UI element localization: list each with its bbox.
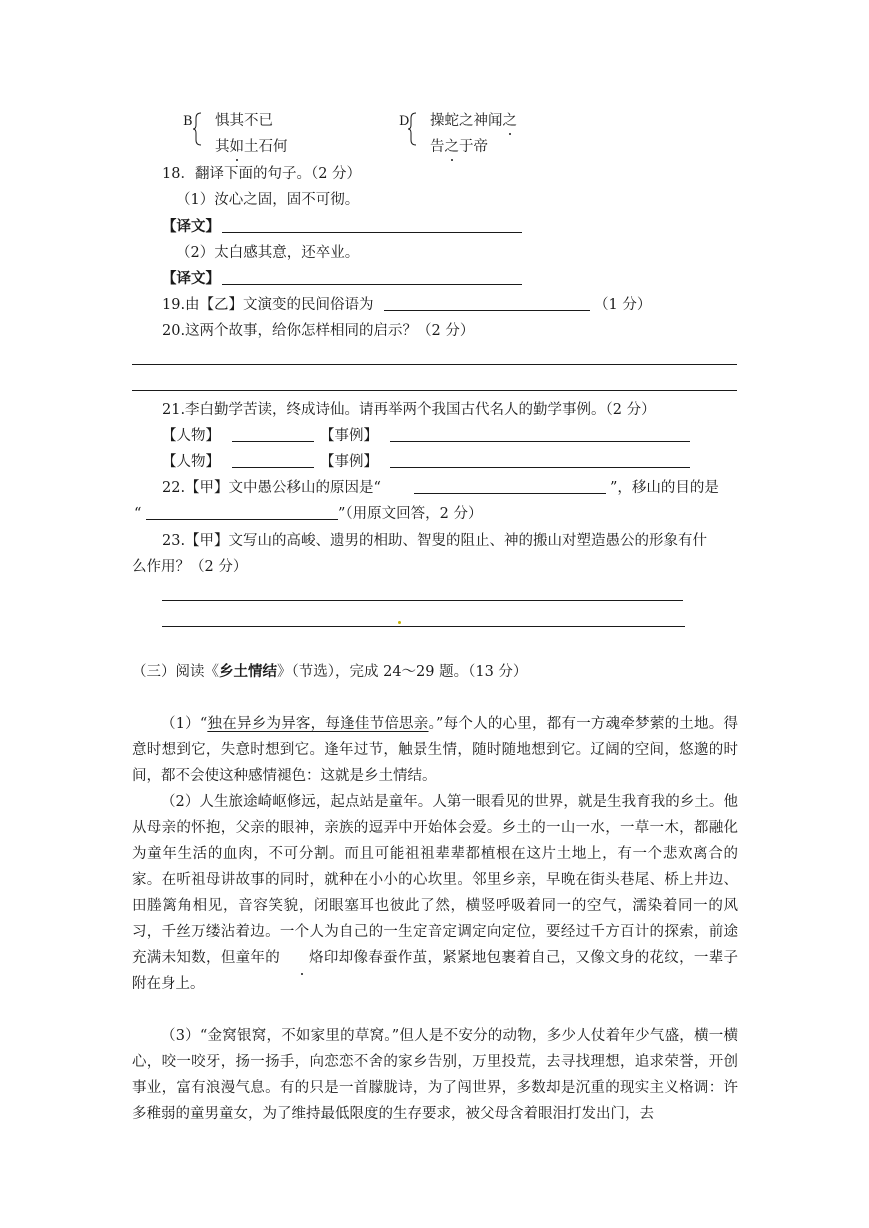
option-d-line1: 操蛇之神闻之 (430, 113, 517, 129)
question-20-answer-line-2[interactable] (132, 390, 737, 391)
person-answer-line-2[interactable] (232, 467, 314, 468)
question-18-title: 18．翻译下面的句子。（2 分） (162, 166, 362, 182)
passage-paragraph-1: （1）“独在异乡为异客，每逢佳节倍思亲。”每个人的心里，都有一方魂牵梦萦的土地。得意时想到它，失意时想到它。逢年过节，触景生情，随时随地想到它。辽阔的空间，悠邈的时间，都不会使这种感情褪色：这就是乡土情结。 (132, 716, 739, 784)
section-3-heading: （三）阅读《乡土情结》（节选），完成 24～29 题。（13 分） (132, 663, 528, 680)
example-label: 【事例】 (320, 454, 378, 470)
option-b-label: B (183, 114, 193, 129)
person-label: 【人物】 (162, 454, 220, 470)
translation-answer-line-2[interactable] (222, 284, 522, 285)
question-22-part-1: 22.【甲】文中愚公移山的原因是“ (162, 480, 381, 496)
question-22-part-4: ”（用原文回答，2 分） (338, 506, 483, 522)
question-23-answer-line-1[interactable] (162, 600, 683, 601)
question-22-answer-line-1[interactable] (414, 493, 606, 494)
translation-label: 【译文】 (162, 270, 220, 287)
option-b-line2: 其如土石何 (215, 139, 288, 155)
question-21-text: 21.李白勤学苦读，终成诗仙。请再举两个我国古代名人的勤学事例。（2 分） (162, 402, 656, 418)
question-23-answer-line-2[interactable] (162, 626, 685, 627)
person-label: 【人物】 (162, 428, 220, 444)
question-18-sentence-2: （2）太白感其意，还卒业。 (176, 245, 360, 261)
question-22-part-3: “ (134, 506, 142, 522)
example-answer-line-2[interactable] (390, 467, 690, 468)
question-22-answer-line-2[interactable] (146, 519, 338, 520)
example-label: 【事例】 (320, 428, 378, 444)
question-20-answer-line-1[interactable] (132, 364, 737, 365)
translation-answer-line-1[interactable] (222, 232, 522, 233)
question-19-text: 19.由【乙】文演变的民间俗语为 (162, 297, 374, 313)
question-20-text: 20.这两个故事，给你怎样相同的启示？（2 分） (162, 323, 475, 339)
passage-paragraph-2: （2）人生旅途崎岖修远，起点站是童年。人第一眼看见的世界，就是生我育我的乡土。他从母亲的怀抱，父亲的眼神，亲族的逗弄中开始体会爱。乡土的一山一水，一草一木，都融化为童年生活的血肉，不可分割。而且可能祖祖辈辈都植根在这片土地上，有一个悲欢离合的家。在听祖母讲故事的同时，就种在小小的心坎里。邻里乡亲，早晚在街头巷尾、桥上井边、田塍篱角相见，音容笑貌，闭眼塞耳也彼此了然，横竖呼吸着同一的空气，濡染着同一的风习，千丝万缕沾着边。一个人为自己的一生定音定调定向定位，要经过千方百计的探索，前途充满未知数，但童年的 烙印却像春蚕作茧，紧紧地包裹着自己，又像文身的花纹，一辈子附在身上。 (132, 794, 739, 992)
translation-label: 【译文】 (162, 218, 220, 235)
question-19-answer-line[interactable] (384, 310, 590, 311)
question-23-line-2: 么作用？（2 分） (132, 559, 248, 575)
left-brace-icon (193, 112, 202, 146)
person-answer-line-1[interactable] (232, 441, 314, 442)
passage-paragraph-3: （3）“金窝银窝，不如家里的草窝。”但人是不安分的动物，多少人仗着年少气盛，横一横心，咬一咬牙，扬一扬手，向恋恋不舍的家乡告别，万里投荒，去寻找理想，追求荣誉，开创事业，富有浪漫气息。有的只是一首朦胧诗，为了闯世界，多数却是沉重的现实主义格调：许多稚弱的童男童女，为了维持最低限度的生存要求，被父母含着眼泪打发出门，去 (132, 1028, 738, 1122)
question-23-line-1: 23.【甲】文写山的高峻、遗男的相助、智叟的阻止、神的搬山对塑造愚公的形象有什 (162, 533, 708, 549)
question-19-score: （1 分） (594, 297, 652, 313)
option-b-line1: 惧其不已 (215, 113, 273, 129)
option-d-line2: 告之于帝 (430, 139, 488, 155)
example-answer-line-1[interactable] (390, 441, 690, 442)
question-18-sentence-1: （1）汝心之固，固不可彻。 (176, 192, 360, 208)
option-d-label: D (399, 114, 410, 129)
left-brace-icon (408, 112, 417, 146)
stray-mark (398, 621, 401, 624)
question-22-part-2: ”，移山的目的是 (610, 480, 719, 496)
